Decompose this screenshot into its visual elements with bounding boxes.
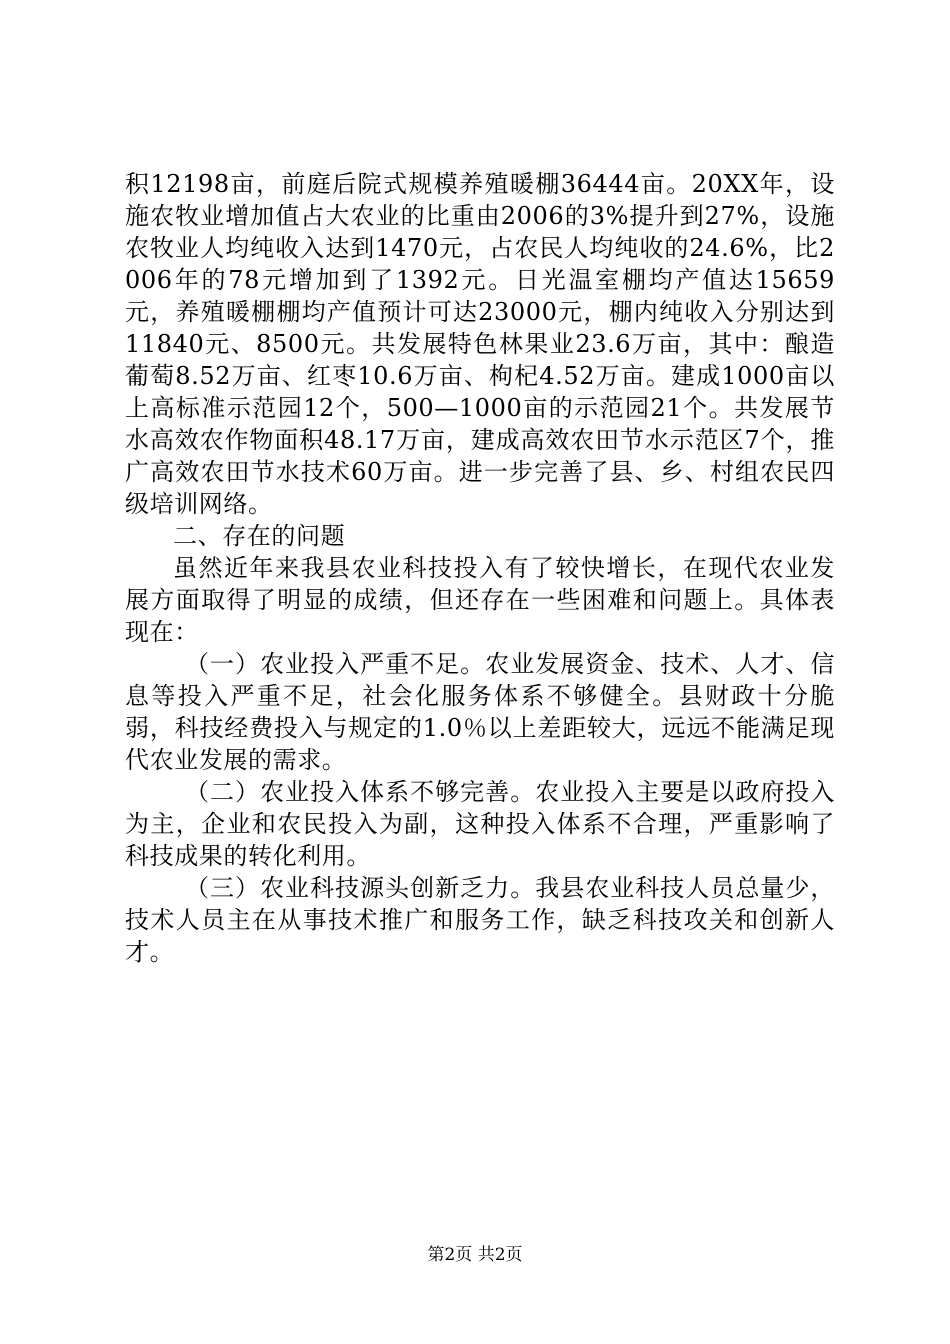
paragraph-issue-3: （三）农业科技源头创新乏力。我县农业科技人员总量少，技术人员主在从事技术推广和服务工作，缺乏科技攻关和创新人才。 [125,874,835,966]
paragraph-issue-1: （一）农业投入严重不足。农业发展资金、技术、人才、信息等投入严重不足，社会化服务体系不够健全。县财政十分脆弱，科技经费投入与规定的1.0％以上差距较大，远远不能满足现代农业发展的需求。 [125,650,835,774]
section-heading: 二、存在的问题 [173,522,346,550]
page-footer: 第2页 共2页 [427,1245,523,1265]
paragraph-issue-2: （二）农业投入体系不够完善。农业投入主要是以政府投入为主，企业和农民投入为副，这种投入体系不合理，严重影响了科技成果的转化利用。 [125,778,835,870]
document-body [125,168,835,968]
paragraph-intro: 虽然近年来我县农业科技投入有了较快增长，在现代农业发展方面取得了明显的成绩，但还存在一些困难和问题上。具体表现在： [125,554,835,646]
paragraph-continuation: 积12198亩，前庭后院式规模养殖暖棚36444亩。20XX年，设施农牧业增加值占大农业的比重由2006的3%提升到27%，设施农牧业人均纯收入达到1470元，占农民人均纯收的24.6%，比2006年的78元增加到了1392元。日光温室棚均产值达15659元，养殖暖棚棚均产值预计可达23000元，棚内纯收入分别达到11840元、8500元。共发展特色林果业23.6万亩，其中：酿造葡萄8.52万亩、红枣10.6万亩、枸杞4.52万亩。建成1000亩以上高标准示范园12个，500—1000亩的示范园21个。共发展节水高效农作物面积48.17万亩，建成高效农田节水示范区7个，推广高效农田节水技术60万亩。进一步完善了县、乡、村组农民四级培训网络。 [125,170,835,518]
